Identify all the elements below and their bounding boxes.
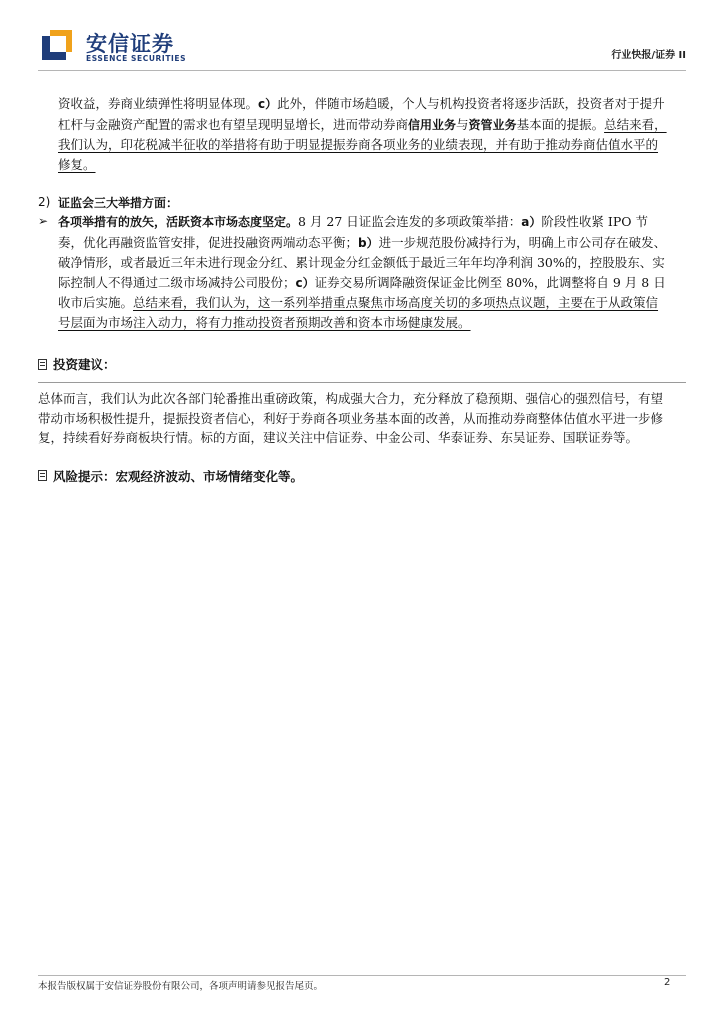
footer-divider	[38, 975, 686, 976]
arrow-bullet-icon: ➢	[38, 214, 49, 228]
bullet-summary: 总结来看，我们认为，这一系列举措重点聚焦市场高度关切的多项热点议题，主要在于从政策信号层面为市场注入动力，将有力推动投资者预期改善和资本市场健康发展。	[58, 295, 659, 330]
bullet-bold-lead: 各项举措有的放矢，活跃资本市场态度坚定。	[58, 215, 299, 229]
copyright-notice: 本报告版权属于安信证券股份有限公司，各项声明请参见报告尾页。	[38, 981, 324, 992]
page-number: 2	[664, 977, 671, 988]
invest-title	[38, 354, 678, 374]
intro-text-2: 此外，伴随市场趋暖，个人与机构投资者将逐步活跃，投资者对于提升杠杆与金融资产配置的需求也有望呈现明显增长，进而带动券商	[58, 96, 665, 132]
intro-text-3: 与	[456, 116, 469, 132]
risk-title-text: 风险提示：宏观经济波动、市场情绪变化等。	[53, 468, 304, 484]
section2-heading	[38, 192, 678, 212]
invest-divider	[38, 382, 686, 383]
intro-bold-asset: 资管业务	[468, 117, 517, 132]
section2-title: 证监会三大举措方面：	[58, 195, 179, 210]
report-body	[38, 94, 678, 486]
invest-title-text: 投资建议：	[53, 357, 116, 372]
intro-text-4: 基本面的提振。	[516, 116, 605, 132]
bullet-text-1: 8 月 27 日证监会连发的多项政策举措：	[298, 214, 522, 229]
section2-bullet	[38, 212, 678, 332]
intro-bold-credit: 信用业务	[408, 117, 457, 132]
intro-summary: 总结来看，我们认为，印花税减半征收的举措将有助于明显提振券商各项业务的业绩表现，并有助于推动券商估值水平的修复。	[58, 116, 667, 172]
section2-number: 2)	[38, 195, 51, 209]
bullet-marker-c: c）	[295, 275, 315, 290]
bullet-text-4: 证券交易所调降融资保证金比例至 80%，此调整将自 9 月 8 日收市后实施。	[58, 274, 666, 310]
bullet-marker-a: a）	[521, 215, 542, 229]
report-category: 行业快报/证券 II	[611, 50, 686, 61]
logo-chinese-name: 安信证券	[86, 32, 174, 56]
invest-body: 总体而言，我们认为此次各部门轮番推出重磅政策，构成强大合力，充分释放了稳预期、强信心的强烈信号，有望带动市场积极性提升，提振投资者信心，利好于券商各项业务基本面的改善，从而推动券商整体估值水平进一步修复，持续看好券商板块行情。标的方面，建议关注中信证券、中金公司、华泰证券、东吴证券、国联证券等。	[38, 391, 664, 445]
bullet-text-3: 进一步规范股份减持行为，明确上市公司存在破发、破净情形，或者最近三年未进行现金分红、累计现金分红金额低于最近三年年均净利润 30%的，控股股东、实际控制人不得通过二级市场减持公司股份；	[58, 234, 667, 290]
page-header	[38, 24, 686, 68]
intro-text-1: 资收益，券商业绩弹性将明显体现。	[58, 96, 259, 111]
bullet-text-2: 阶段性收紧 IPO 节奏，优化再融资监管安排，促进投融资两端动态平衡；	[58, 214, 648, 250]
intro-marker-c: c）	[258, 97, 278, 111]
bullet-marker-b: b）	[358, 235, 379, 250]
logo-english-name: ESSENCE SECURITIES	[86, 54, 187, 63]
document-icon	[38, 470, 47, 481]
header-divider	[38, 70, 686, 71]
essence-logo-icon	[38, 26, 76, 64]
document-icon	[38, 359, 47, 370]
intro-paragraph	[38, 94, 678, 174]
risk-title	[38, 466, 678, 486]
